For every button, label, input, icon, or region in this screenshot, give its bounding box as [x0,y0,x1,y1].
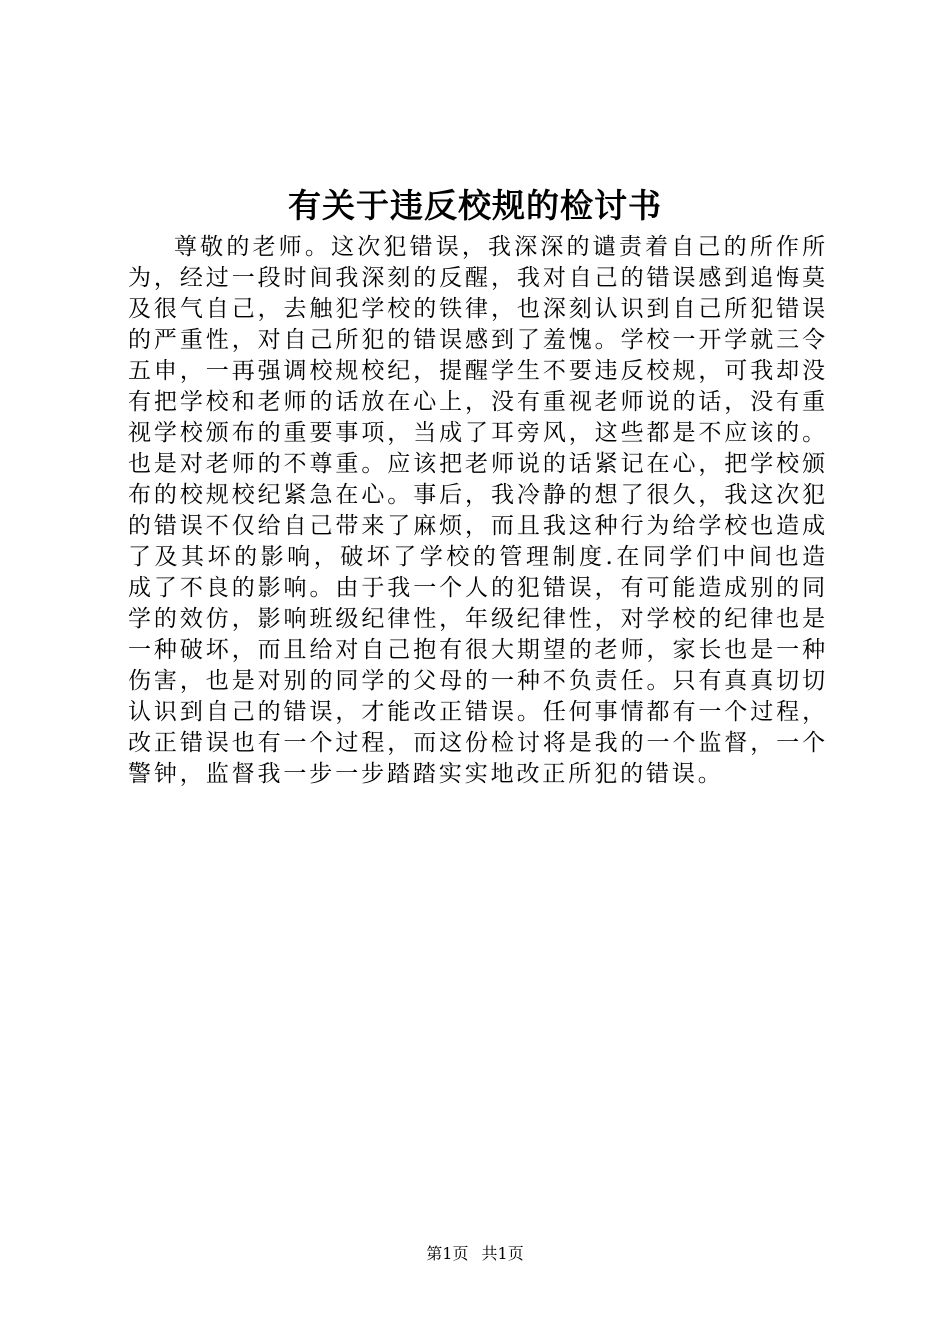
document-title: 有关于违反校规的检讨书 [288,186,662,225]
page-total: 共1页 [481,1244,524,1263]
page-number: 第1页 [426,1244,469,1263]
page-footer [0,1243,950,1265]
document-body: 尊敬的老师。这次犯错误，我深深的谴责着自己的所作所为，经过一段时间我深刻的反醒，我对自己的错误感到追悔莫及很气自己，去触犯学校的铁律，也深刻认识到自己所犯错误的严重性，对自己所犯的错误感到了羞愧。学校一开学就三令五申，一再强调校规校纪，提醒学生不要违反校规，可我却没有把学校和老师的话放在心上，没有重视老师说的话，没有重视学校颁布的重要事项，当成了耳旁风，这些都是不应该的。也是对老师的不尊重。应该把老师说的话紧记在心，把学校颁布的校规校纪紧急在心。事后，我冷静的想了很久，我这次犯的错误不仅给自己带来了麻烦，而且我这种行为给学校也造成了及其坏的影响，破坏了学校的管理制度.在同学们中间也造成了不良的影响。由于我一个人的犯错误，有可能造成别的同学的效仿，影响班级纪律性，年级纪律性，对学校的纪律也是一种破坏，而且给对自己抱有很大期望的老师，家长也是一种伤害，也是对别的同学的父母的一种不负责任。只有真真切切认识到自己的错误，才能改正错误。任何事情都有一个过程，改正错误也有一个过程，而这份检讨将是我的一个监督，一个警钟，监督我一步一步踏踏实实地改正所犯的错误。 [128,234,828,787]
